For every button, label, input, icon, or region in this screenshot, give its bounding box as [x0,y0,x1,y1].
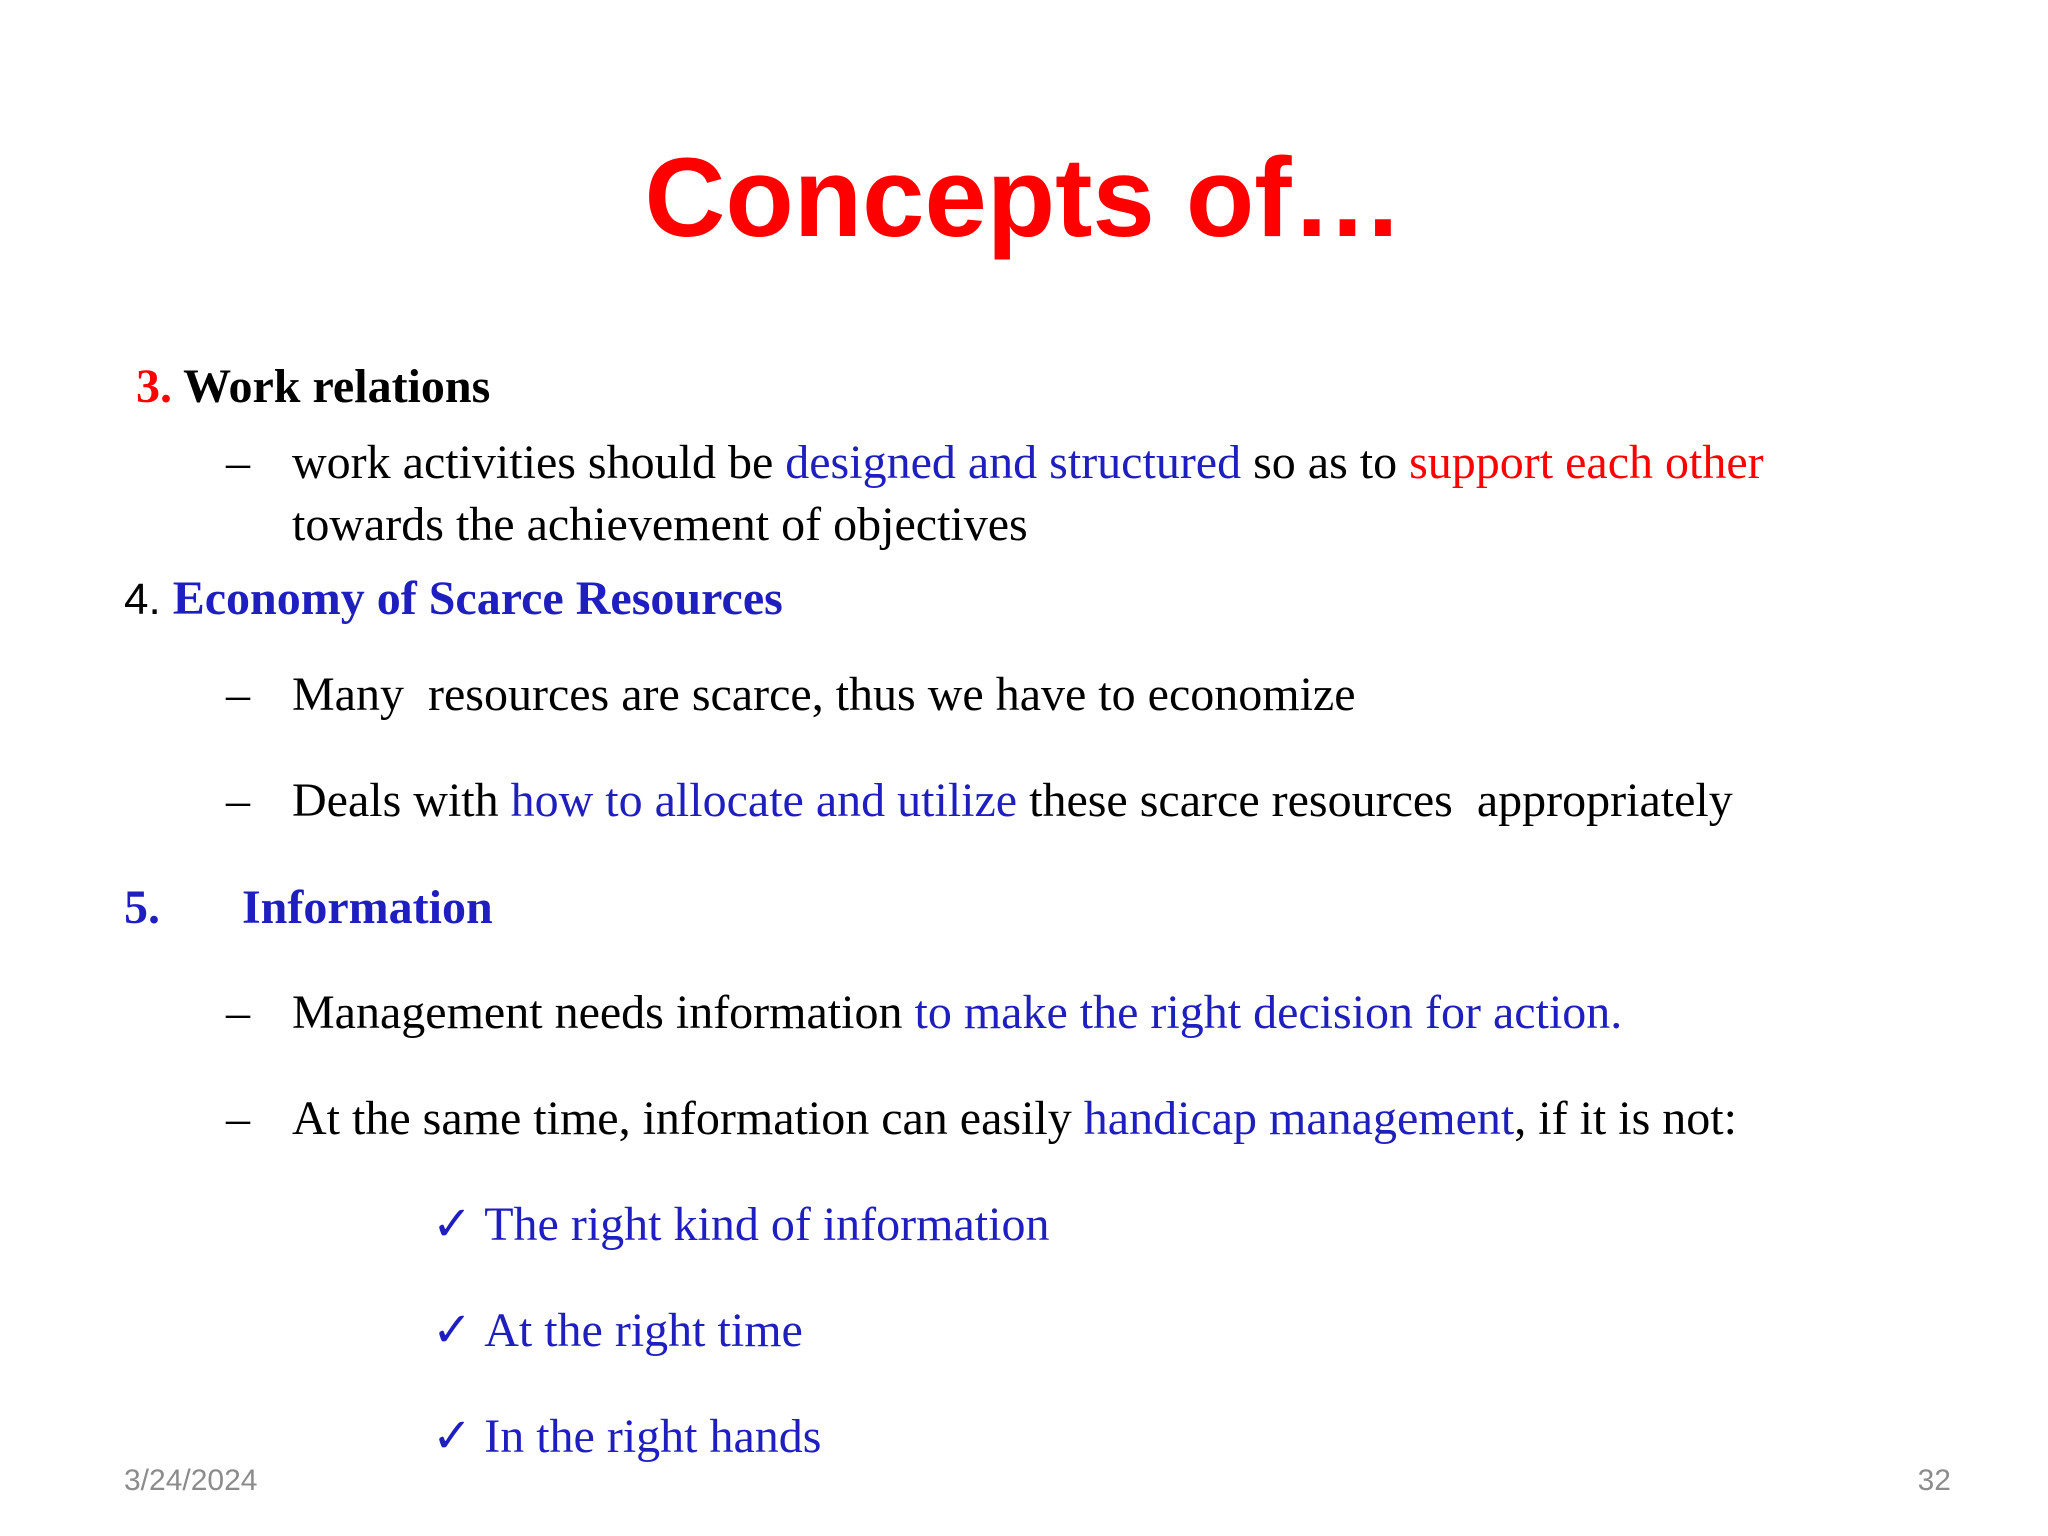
section-4-bullet-1: Many resources are scarce, thus we have to economize [292,668,1356,721]
checklist-item: ✓ In the right hands [432,1410,822,1463]
section-4-heading [124,571,783,628]
dash-bullet-icon: – [226,668,250,721]
checkmark-icon: ✓ [432,1304,473,1357]
section-4-number: 4. [124,575,161,624]
section-4-title: Economy of Scarce Resources [172,572,783,625]
checklist-item: ✓ The right kind of information [432,1198,1050,1251]
slide-title: Concepts of… [644,135,1404,260]
section-4-bullet-2: Deals with how to allocate and utilize these scarce resources appropriately [292,774,1733,827]
dash-bullet-icon: – [226,774,250,827]
section-3-number: 3. [136,360,172,413]
dash-bullet-icon: – [226,986,250,1039]
dash-bullet-icon: – [226,1092,250,1145]
section-5-bullet-1: Management needs information to make the right decision for action. [292,986,1623,1039]
section-3-heading [136,359,490,415]
checkmark-icon: ✓ [432,1198,473,1251]
section-3-title: Work relations [183,360,491,413]
footer-date: 3/24/2024 [124,1464,258,1497]
checkmark-icon: ✓ [432,1410,473,1463]
section-5-bullet-2: At the same time, information can easily handicap management, if it is not: [292,1092,1737,1145]
checklist-item: ✓ At the right time [432,1304,803,1357]
section-3-bullet-1: work activities should be designed and structured so as to support each other towards the achievement of objectives [292,436,1764,551]
section-5-number: 5. [124,881,160,934]
footer-page-number: 32 [1917,1464,1951,1497]
section-5-heading [124,880,160,936]
section-5-title: Information [242,881,493,934]
dash-bullet-icon: – [226,436,250,489]
